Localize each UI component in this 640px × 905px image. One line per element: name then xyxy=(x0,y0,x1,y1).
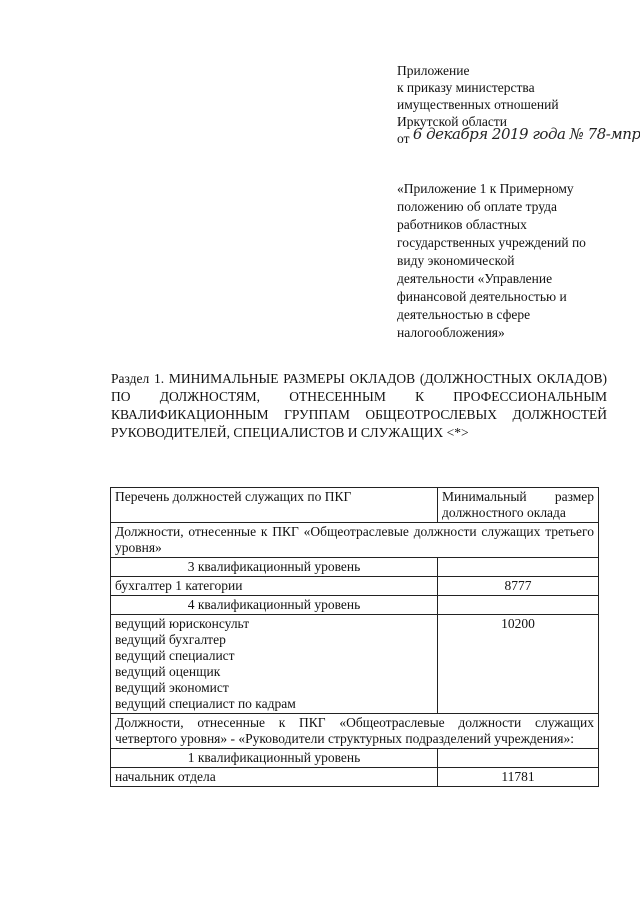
position-item: ведущий оценщик xyxy=(115,664,221,679)
header-salary-word1: Минимальный xyxy=(442,489,527,504)
table-row xyxy=(111,523,599,558)
quote-line: деятельности «Управление xyxy=(397,271,553,286)
position-item: ведущий специалист по кадрам xyxy=(115,696,296,711)
level-label-1: 1 квалификационный уровень xyxy=(111,749,438,768)
handwritten-date: 6 декабря 2019 года № 78-мпр xyxy=(412,125,640,143)
table-row xyxy=(111,596,599,615)
order-date-line xyxy=(397,125,640,147)
position-head: начальник отдела xyxy=(111,768,438,787)
appendix-line-3: имущественных отношений xyxy=(397,97,559,112)
table-row xyxy=(111,749,599,768)
quote-line: финансовой деятельностью и xyxy=(397,289,567,304)
table-row xyxy=(111,558,599,577)
level4-salary: 10200 xyxy=(438,615,599,714)
quote-line: налогообложения» xyxy=(397,325,505,340)
header-salary-word2: размер xyxy=(554,489,594,504)
group-title-1: Должности, отнесенные к ПКГ «Общеотраслевые должности служащих третьего уровня» xyxy=(111,523,599,558)
salary-table xyxy=(110,487,599,787)
position-item: ведущий юрисконсульт xyxy=(115,616,250,631)
empty-cell xyxy=(438,596,599,615)
quote-line: положению об оплате труда xyxy=(397,199,558,214)
group-title-2: Должности, отнесенные к ПКГ «Общеотраслевые должности служащих четвертого уровня» - «Руководители структурных подразделений учреждения»: xyxy=(111,714,599,749)
salary-head: 11781 xyxy=(438,768,599,787)
quote-line: работников областных xyxy=(397,217,527,232)
empty-cell xyxy=(438,749,599,768)
table-row xyxy=(111,577,599,596)
position-accountant: бухгалтер 1 категории xyxy=(111,577,438,596)
level-label-3: 3 квалификационный уровень xyxy=(111,558,438,577)
table-row xyxy=(111,768,599,787)
appendix-line-1: Приложение xyxy=(397,63,470,78)
table-header-row xyxy=(111,488,599,523)
quote-line: «Приложение 1 к Примерному xyxy=(397,181,574,196)
position-item: ведущий экономист xyxy=(115,680,229,695)
salary-accountant: 8777 xyxy=(438,577,599,596)
header-salary-line2: должностного оклада xyxy=(442,505,566,520)
position-item: ведущий специалист xyxy=(115,648,235,663)
appendix-line-2: к приказу министерства xyxy=(397,80,535,95)
quote-line: деятельностью в сфере xyxy=(397,307,531,322)
level-label-4: 4 квалификационный уровень xyxy=(111,596,438,615)
appendix-header xyxy=(397,62,640,147)
empty-cell xyxy=(438,558,599,577)
from-label: от xyxy=(397,131,410,146)
header-positions: Перечень должностей служащих по ПКГ xyxy=(111,488,438,523)
header-salary xyxy=(438,488,599,523)
appendix-line-4: Иркутской области xyxy=(397,114,508,129)
quote-line: виду экономической xyxy=(397,253,515,268)
quote-line: государственных учреждений по xyxy=(397,235,586,250)
level4-positions-list xyxy=(111,615,438,714)
appendix-quote xyxy=(397,180,619,342)
section-title: Раздел 1. МИНИМАЛЬНЫЕ РАЗМЕРЫ ОКЛАДОВ (ДОЛЖНОСТНЫХ ОКЛАДОВ) ПО ДОЛЖНОСТЯМ, ОТНЕСЕННЫМ К ПРОФЕССИОНАЛЬНЫМ КВАЛИФИКАЦИОННЫМ ГРУППАМ ОБЩЕОТРОСЛЕВЫХ ДОЛЖНОСТЕЙ РУКОВОДИТЕЛЕЙ, СПЕЦИАЛИСТОВ И СЛУЖАЩИХ <*> xyxy=(111,371,607,440)
position-item: ведущий бухгалтер xyxy=(115,632,226,647)
table-row xyxy=(111,615,599,714)
table-row xyxy=(111,714,599,749)
